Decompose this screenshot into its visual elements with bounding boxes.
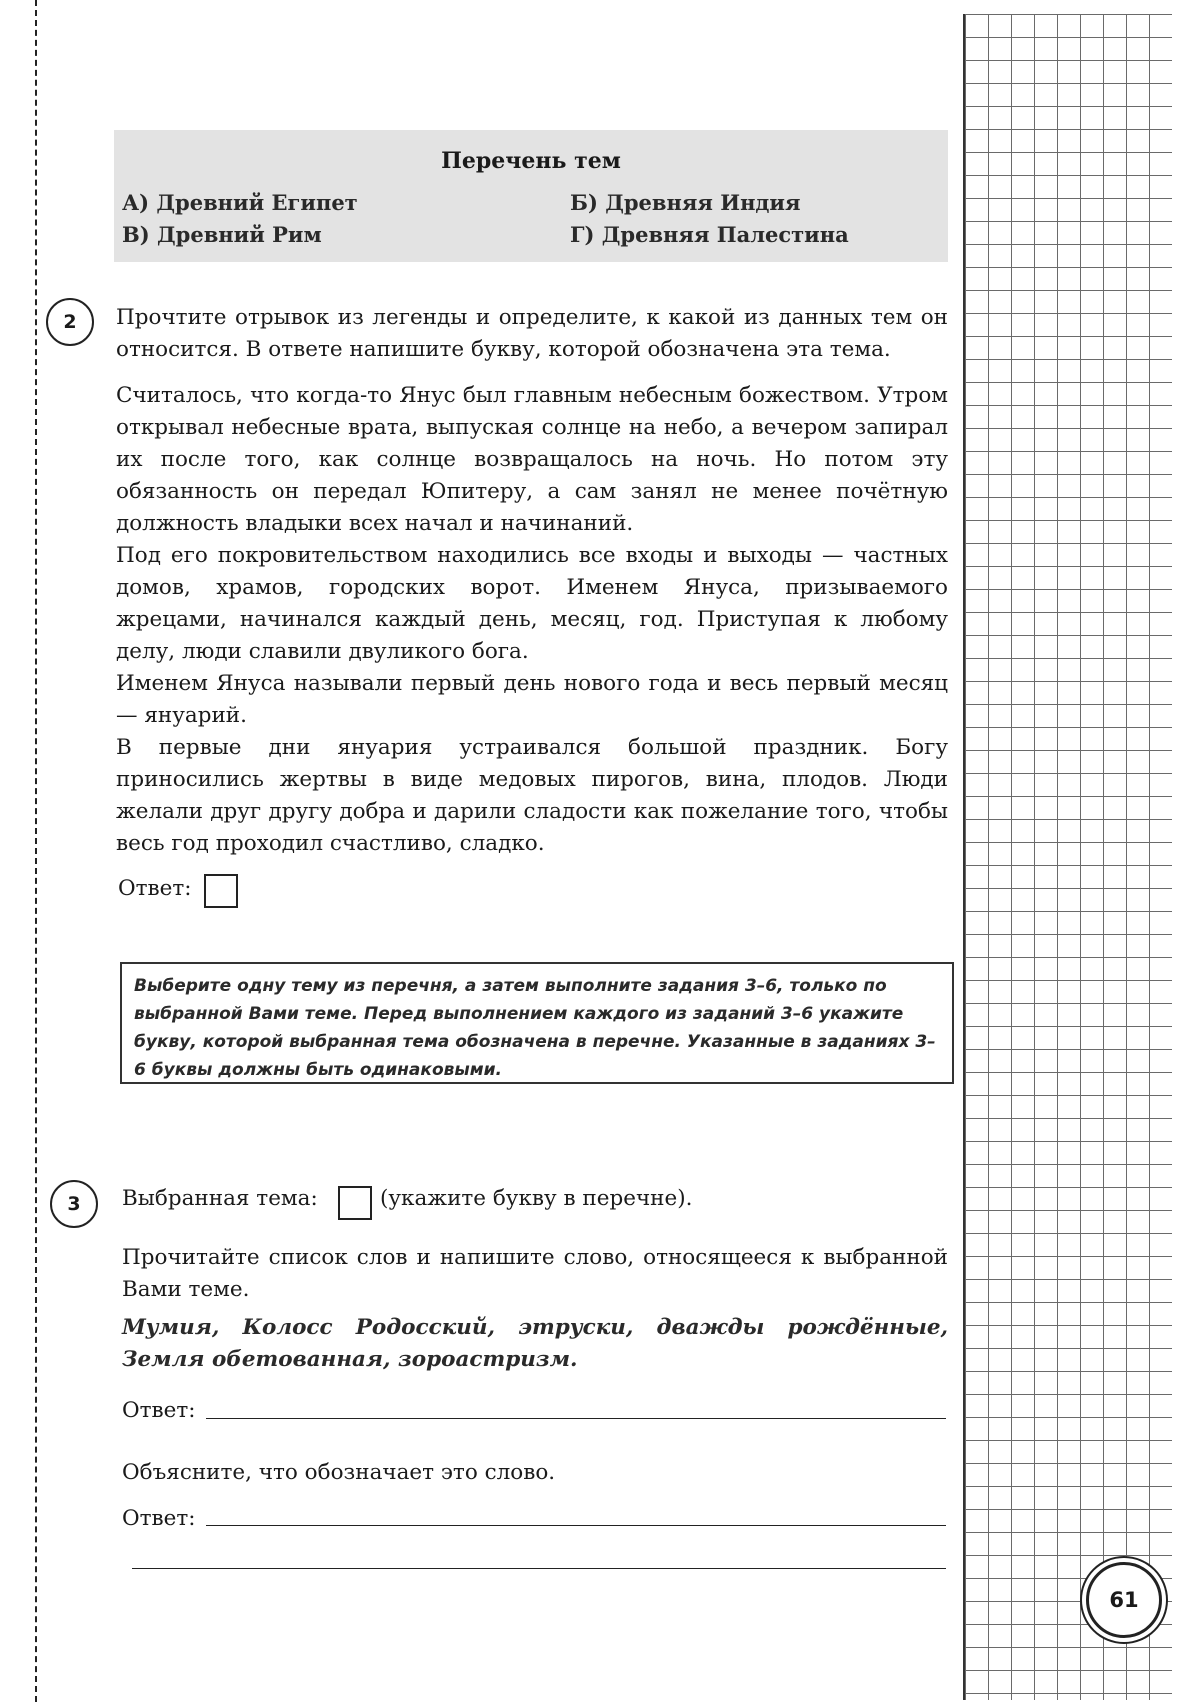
- task3-answer-label: Ответ:: [122, 1398, 196, 1423]
- instruction-note: Выберите одну тему из перечня, а затем выполните задания 3–6, только по выбранной Вами теме. Перед выполнением каждого из заданий 3–6 укажите букву, которой выбранная тема обозначена в перечне. Указанные в заданиях 3–6 буквы должны быть одинаковыми.: [120, 962, 954, 1084]
- topic-v: [122, 222, 322, 247]
- passage-paragraph: Под его покровительством находились все входы и выходы — частных домов, храмов, городских ворот. Именем Януса, призываемого жрецами, начинался каждый день, месяц, год. Приступая к любому делу, люди славили двуликого бога.: [116, 543, 948, 664]
- passage-paragraph: В первые дни януария устраивался большой праздник. Богу приносились жертвы в виде медовых пирогов, вина, плодов. Люди желали друг другу добра и дарили сладости как пожелание того, чтобы весь год проходил счастливо, сладко.: [116, 735, 948, 856]
- topics-panel: [114, 130, 948, 262]
- cut-line: [35, 0, 37, 1702]
- chosen-topic-label: Выбранная тема:: [122, 1186, 318, 1211]
- topic-name: Древняя Индия: [605, 190, 801, 215]
- passage-paragraph: Именем Януса называли первый день нового года и весь первый месяц — януарий.: [116, 671, 948, 728]
- task3-explain: Объясните, что обозначает это слово.: [122, 1460, 556, 1485]
- topic-g: [570, 222, 849, 247]
- task2-answer-box[interactable]: [204, 874, 238, 908]
- task3-explain-line-2[interactable]: [132, 1568, 946, 1569]
- legend-passage: [116, 380, 948, 860]
- passage-paragraph: Считалось, что когда-то Янус был главным небесным божеством. Утром открывал небесные врата, выпуская солнце на небо, а вечером запирал их после того, как солнце возвращалось на ночь. Но потом эту обязанность он передал Юпитеру, а сам занял не менее почётную должность владыки всех начал и начинаний.: [116, 383, 948, 536]
- task-number-2: 2: [46, 298, 94, 346]
- task2-answer-label: Ответ:: [118, 876, 192, 901]
- task3-instruction: Прочитайте список слов и напишите слово, относящееся к выбранной Вами теме.: [122, 1245, 948, 1302]
- task2-instruction: Прочтите отрывок из легенды и определите, к какой из данных тем он относится. В ответе напишите букву, которой обозначена эта тема.: [116, 305, 948, 362]
- topic-letter: Г): [570, 222, 595, 247]
- page-number: 61: [1086, 1562, 1162, 1638]
- topic-b: [570, 190, 801, 215]
- task-number-3: 3: [50, 1180, 98, 1228]
- task3-answer-line[interactable]: [206, 1418, 946, 1419]
- task3-explain-answer-label: Ответ:: [122, 1506, 196, 1531]
- topic-letter: Б): [570, 190, 598, 215]
- task3-explain-line[interactable]: [206, 1525, 946, 1526]
- answer-grid: [963, 14, 1172, 1700]
- topic-name: Древний Рим: [157, 222, 322, 247]
- topics-title: Перечень тем: [441, 148, 621, 174]
- topic-name: Древняя Палестина: [601, 222, 849, 247]
- chosen-topic-hint: (укажите букву в перечне).: [380, 1186, 693, 1211]
- topic-a: [122, 190, 358, 215]
- word-list: Мумия, Колосс Родосский, этруски, дважды рождённые, Земля обетованная, зороастризм.: [122, 1315, 948, 1372]
- topic-letter: В): [122, 222, 150, 247]
- chosen-topic-box[interactable]: [338, 1186, 372, 1220]
- topic-letter: А): [122, 190, 150, 215]
- topic-name: Древний Египет: [156, 190, 358, 215]
